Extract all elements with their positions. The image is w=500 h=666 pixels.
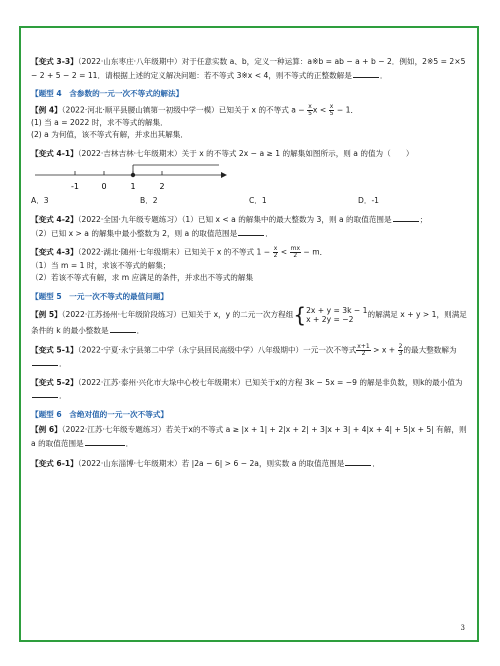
fraction: $\frac{x}{2}$ — [273, 245, 278, 260]
answer-blank[interactable] — [110, 324, 136, 333]
answer-blank[interactable] — [85, 437, 125, 446]
tick-label: -1 — [71, 181, 79, 191]
answer-blank[interactable] — [238, 227, 264, 236]
fraction: $\frac{x}{5}$ — [308, 102, 312, 117]
variant-4-3: 【变式 4-3】（2022·湖北·随州·七年级期末）已知关于 x 的不等式 1 − $\frac{x}{2}$ < $\frac{mx}{2}$ − m． — [31, 245, 328, 260]
tick-label: 0 — [101, 181, 107, 191]
example-4-part-2: (2) a 为何值，该不等式有解，并求出其解集． — [31, 130, 188, 140]
answer-blank[interactable] — [353, 69, 379, 78]
choice-d[interactable]: D．-1 — [358, 195, 380, 205]
page-number: 3 — [460, 624, 465, 632]
section-heading-6: 【题型 6 含绝对值的一元一次不等式】 — [31, 409, 169, 419]
fraction: $\frac{x}{5}$ — [329, 102, 334, 117]
answer-blank[interactable] — [32, 389, 58, 398]
answer-choices — [31, 195, 467, 208]
number-line — [31, 161, 467, 195]
fraction: $\frac{mx}{2}$ — [290, 245, 300, 260]
example-6: 【例 6】（2022·江苏·七年级专题练习）若关于x的不等式 a ≥ |x + 1| + 2|x + 2| + 3|x + 3| + 4|x + 4| + 5|x + 5| 有解，则 a 的取值范围是 ． — [31, 425, 467, 448]
choice-c[interactable]: C．1 — [249, 195, 267, 205]
choice-b[interactable]: B．2 — [140, 195, 158, 205]
example-5: 【例 5】（2022·江苏扬州·七年级阶段练习）已知关于 x，y 的二元一次方程组{ 2x + y = 3k − 1 x + 2y = −2 的解满足 x + y > 1，则满足条件的 k 的最小整数是 ． — [31, 303, 467, 336]
variant-4-2: 【变式 4-2】（2022·全国·九年级专题练习）（1）已知 x < a 的解集中的最大整数为 3，则 a 的取值范围是 ； — [31, 215, 428, 225]
variant-4-1: 【变式 4-1】（2022·吉林吉林·七年级期末）关于 x 的不等式 2x − a ≥ 1 的解集如图所示，则 a 的值为（ ） — [31, 149, 414, 159]
variant-4-2-part-2: （2）已知 x > a 的解集中最小整数为 2，则 a 的取值范围是 ． — [31, 228, 273, 238]
answer-blank[interactable] — [393, 213, 419, 222]
answer-blank[interactable] — [345, 457, 371, 466]
fraction: $\frac{2}{3}$ — [398, 342, 403, 357]
section-heading-5: 【题型 5 一元一次不等式的最值问题】 — [31, 291, 169, 301]
example-4: 【例 4】（2022·河北·顺平县腰山镇第一初级中学一模）已知关于 x 的不等式 a − $\frac{x}{5}$ x < $\frac{x}{5}$ − 1． — [31, 102, 359, 117]
section-heading-4: 【题型 4 含参数的一元一次不等式的解法】 — [31, 89, 184, 99]
variant-4-3-part-1: （1）当 m = 1 时，求该不等式的解集； — [31, 260, 171, 270]
variant-4-3-part-2: （2）若该不等式有解，求 m 应满足的条件，并求出不等式的解集 — [31, 273, 254, 283]
page-frame — [19, 26, 479, 642]
variant-5-1: 【变式 5-1】（2022·宁夏·永宁县第二中学（永宁县回民高级中学）八年级期中）一元一次不等式 $\frac{x+1}{2}$ > x + $\frac{2}{3}$ 的最大整数解为． — [31, 342, 457, 368]
variant-6-1: 【变式 6-1】（2022·山东淄博·七年级期末）若 |2a − 6| > 6 − 2a，则实数 a 的取值范围是 ． — [31, 458, 380, 468]
tick-label: 2 — [159, 181, 165, 191]
answer-blank[interactable] — [32, 357, 58, 366]
worksheet-content — [31, 56, 467, 470]
variant-5-2: 【变式 5-2】（2022·江苏·泰州·兴化市大垛中心校七年级期末）已知关于x的方程 3k − 5x = −9 的解是非负数，则k的最小值为． — [31, 377, 463, 401]
variant-3-3: 【变式 3-3】（2022·山东枣庄·八年级期中）对于任意实数 a、b，定义一种运算：a※b = ab − a + b − 2．例如，2※5 = 2×5 − 2 + 5 − 2 = 11．请根据上述的定义解决问题：若不等式 3※x < 4，则不等式的正整数解是 ． — [31, 57, 466, 80]
choice-a[interactable]: A．3 — [31, 195, 49, 205]
number-line-graphic — [31, 161, 231, 195]
example-4-part-1: (1) 当 a = 2022 时，求不等式的解集． — [31, 117, 168, 127]
tick-label: 1 — [130, 181, 136, 191]
fraction: $\frac{x+1}{2}$ — [357, 342, 370, 357]
equation-system: { 2x + y = 3k − 1 x + 2y = −2 — [293, 303, 368, 328]
